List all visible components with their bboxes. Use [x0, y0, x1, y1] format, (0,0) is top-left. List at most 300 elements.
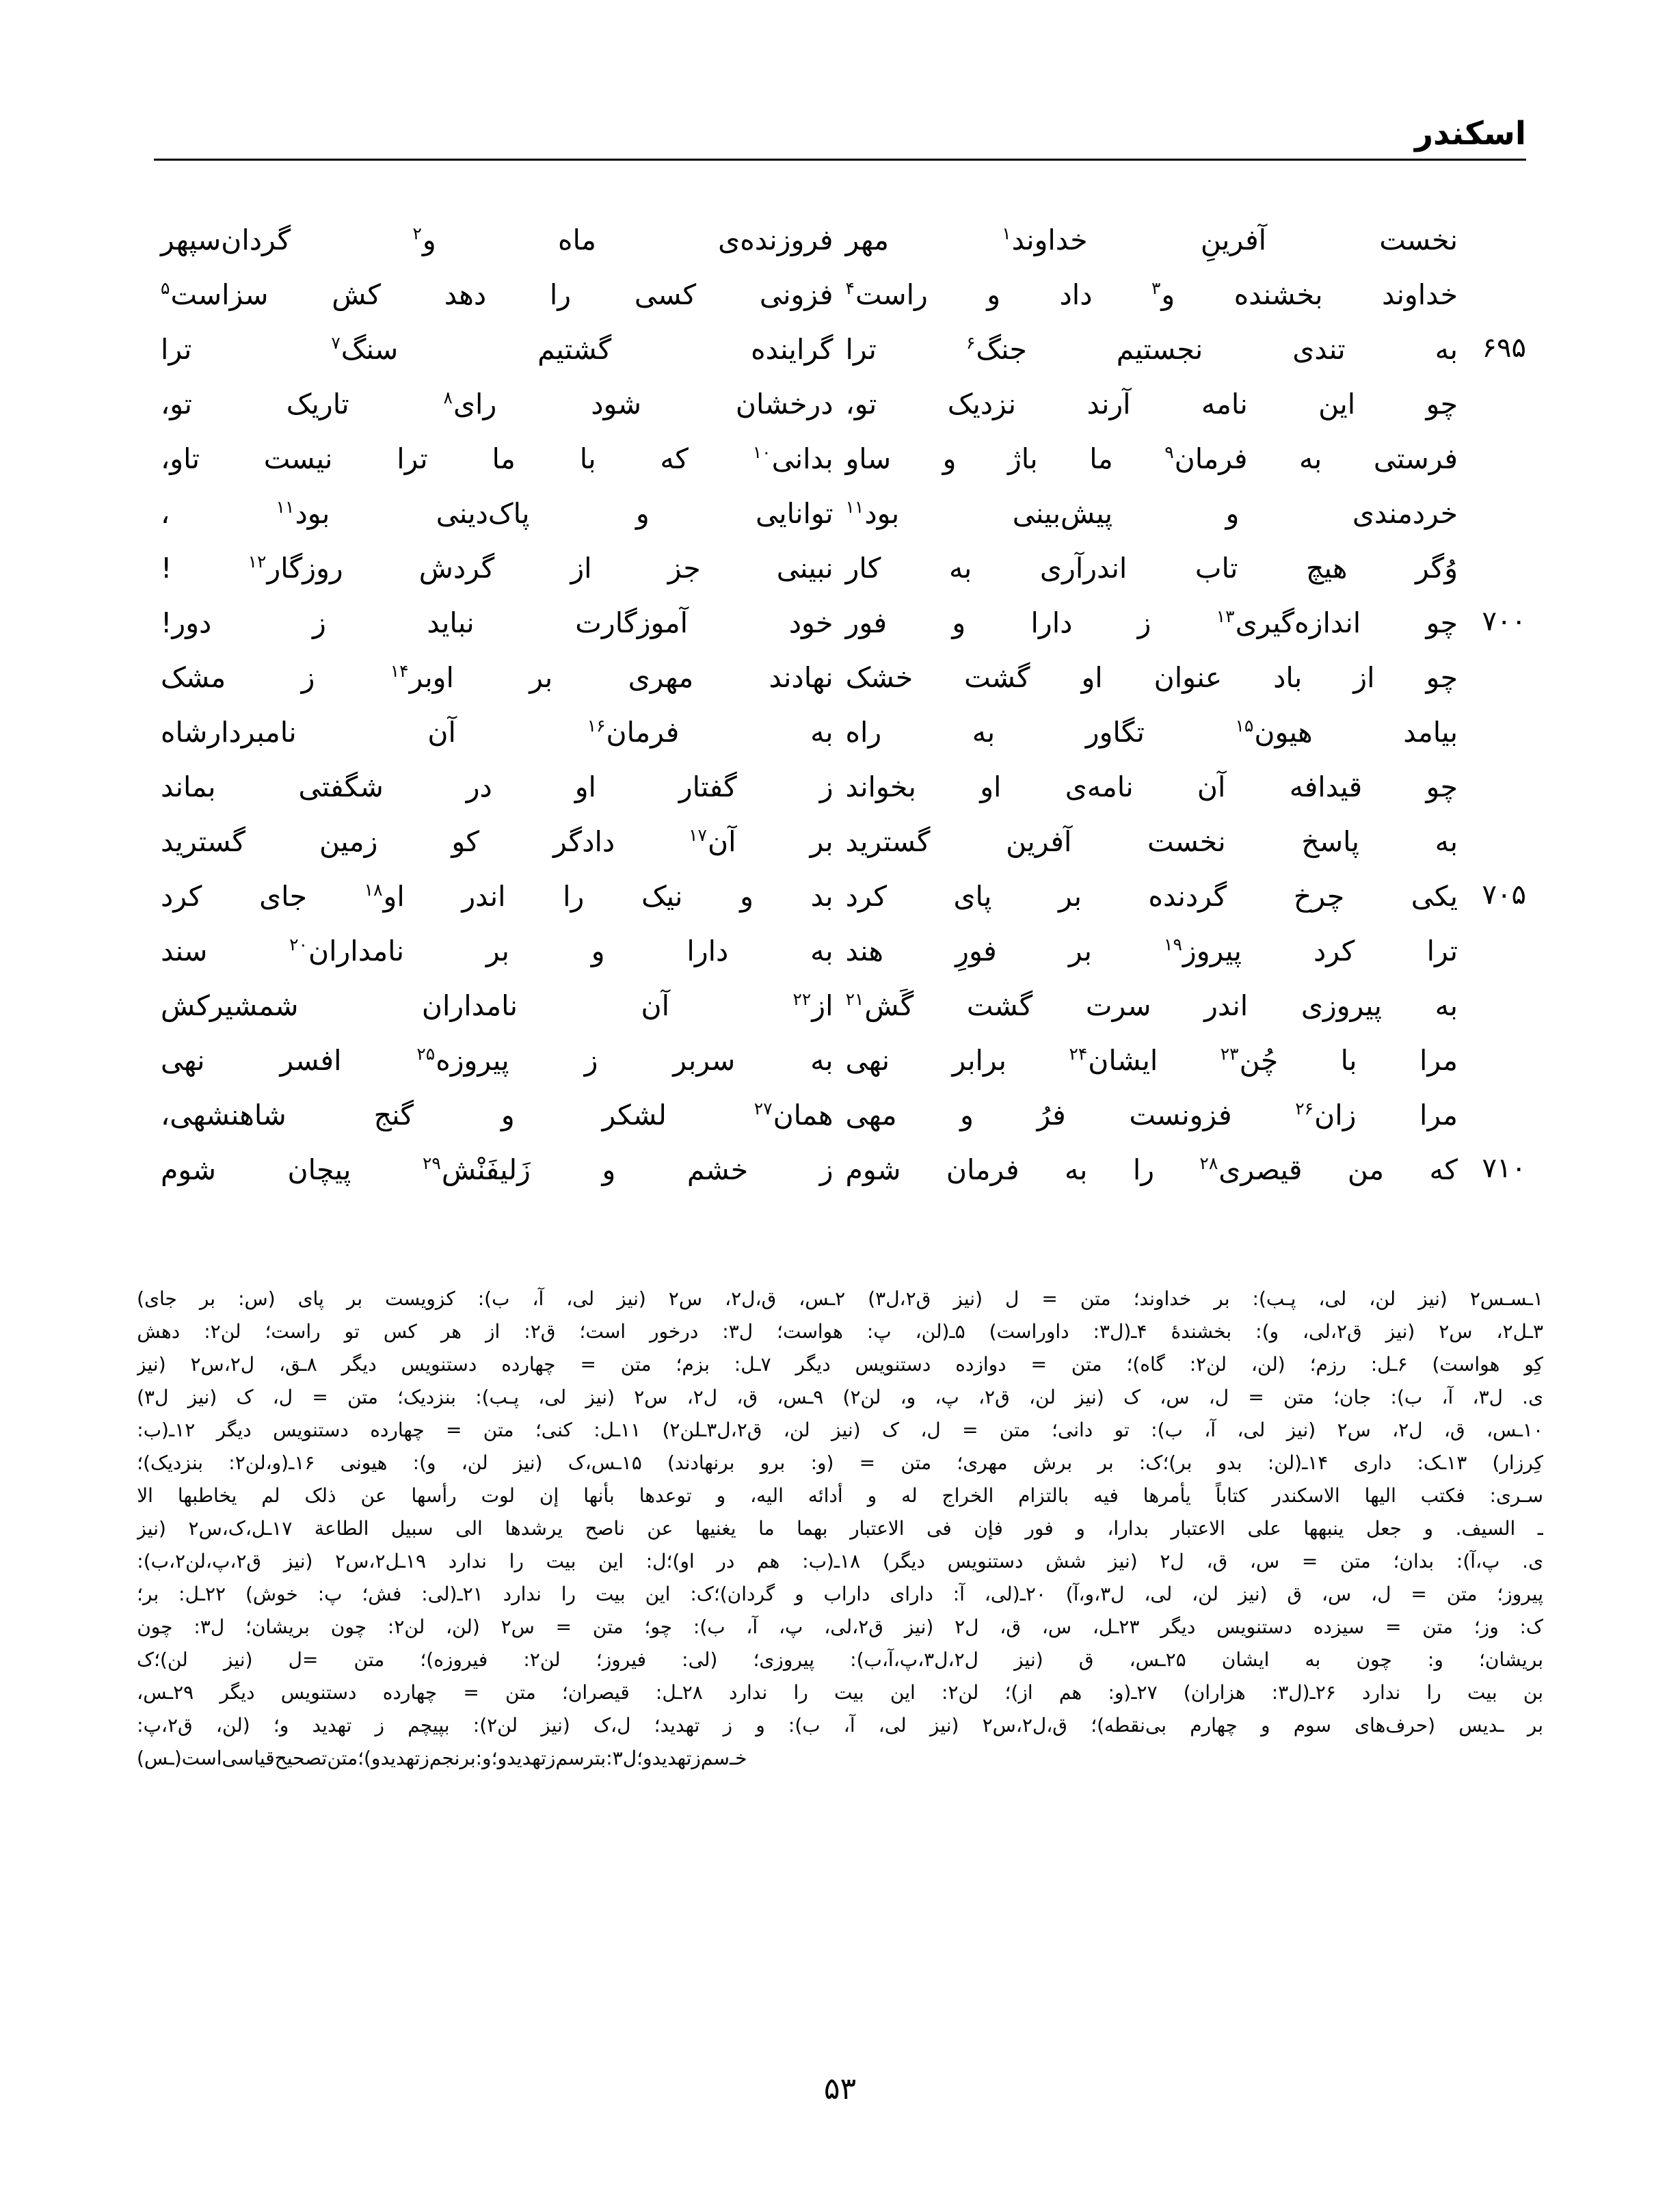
verse-word: فزونست — [1129, 1099, 1232, 1131]
apparatus-token: و — [795, 1583, 804, 1605]
verse-couplet — [154, 602, 1526, 656]
apparatus-token: سوم — [1293, 1714, 1331, 1737]
verse-word: گردنده — [1148, 880, 1227, 913]
hemistich-text — [846, 273, 1458, 317]
apparatus-token: است — [181, 1747, 222, 1769]
apparatus-token: بدان؛ — [1393, 1550, 1435, 1572]
apparatus-token: راست؛ — [265, 1320, 321, 1343]
verse-word: فورِ — [955, 935, 997, 967]
hemistich-right — [840, 820, 1527, 875]
apparatus-token: جان؛ — [1333, 1386, 1372, 1408]
apparatus-token: = — [1030, 1353, 1047, 1376]
apparatus-token: ق،ل۲، — [725, 1287, 777, 1310]
verse-word: او — [574, 770, 596, 803]
apparatus-token: متن — [620, 1353, 652, 1376]
verse-word: خداوند$^۱$ — [1002, 224, 1088, 256]
verse-word: بخواند — [845, 770, 916, 803]
verse-word: ساو — [845, 442, 892, 475]
verse-word: نامه‌ی — [1065, 770, 1134, 803]
verse-word: جنگ$^۶$ — [965, 333, 1027, 366]
footnote-marker: ۲۳ — [1220, 1044, 1239, 1064]
apparatus-token: ندارد — [729, 1681, 768, 1704]
apparatus-line — [137, 1413, 1543, 1446]
apparatus-token: ۱۷ـل،ک،س۲ — [188, 1517, 293, 1540]
apparatus-token: (نیز — [1014, 1648, 1043, 1671]
apparatus-token: بر — [199, 1287, 216, 1310]
apparatus-token: بیت — [1467, 1681, 1497, 1704]
verse-word: کو — [451, 825, 480, 858]
hemistich-text — [161, 328, 834, 372]
apparatus-token: لن، — [1029, 1386, 1056, 1408]
apparatus-token: (نیز — [1286, 1419, 1316, 1441]
verse-word: بیامد — [1403, 716, 1458, 749]
apparatus-token: لی، — [1237, 1419, 1266, 1441]
hemistich-text — [846, 328, 1458, 372]
hemistich-text — [161, 273, 834, 317]
apparatus-token: (نیز — [513, 1451, 543, 1474]
apparatus-token: دانی؛ — [1051, 1419, 1093, 1441]
hemistich-left — [154, 656, 840, 711]
verse-word: زان$^{۲۶}$ — [1295, 1099, 1357, 1131]
hemistich-right — [840, 930, 1527, 984]
verse-word: ز — [312, 606, 326, 639]
verse-word: نامداران — [421, 989, 518, 1022]
verse-word: من — [1347, 1153, 1385, 1186]
apparatus-token: چهارده — [370, 1419, 425, 1441]
apparatus-token: ل۲ — [955, 1616, 979, 1638]
apparatus-token: لن)؛ک — [137, 1648, 188, 1671]
apparatus-token: (نیز — [223, 1648, 253, 1671]
apparatus-token: کِرزار) — [1492, 1451, 1543, 1474]
verse-word: با — [579, 442, 596, 475]
hemistich-left — [154, 438, 840, 492]
apparatus-token: هیونی — [340, 1451, 388, 1474]
apparatus-token: = — [445, 1419, 462, 1441]
apparatus-token: دستنویس — [280, 1681, 357, 1704]
apparatus-token: پیروزی؛ — [753, 1648, 815, 1671]
verse-word: راه — [845, 716, 882, 749]
hemistich-text — [846, 492, 1458, 536]
verse-word: به — [1065, 1153, 1088, 1186]
verse-word: ماه — [557, 224, 596, 256]
verse-word: روزگار$^{۱۲}$ — [248, 552, 343, 585]
footnote-marker: ۱۳ — [1216, 606, 1235, 627]
apparatus-token: تو — [1114, 1419, 1130, 1441]
apparatus-line — [137, 1577, 1543, 1610]
apparatus-token: و — [716, 1484, 726, 1507]
apparatus-token: ی. — [1522, 1386, 1543, 1408]
apparatus-token: ل،ک — [593, 1714, 631, 1737]
verse-word: بود$^{۱۱}$ — [276, 497, 330, 530]
apparatus-token: هواست) — [1432, 1353, 1500, 1376]
verse-word: در — [466, 770, 492, 803]
apparatus-token: بر)؛ک: — [1138, 1451, 1192, 1474]
apparatus-line — [137, 1479, 1543, 1512]
apparatus-token: لن، — [461, 1451, 488, 1474]
verse-couplet — [154, 547, 1526, 602]
apparatus-token: داوراست) — [989, 1320, 1069, 1343]
apparatus-token: متن — [1340, 1550, 1371, 1572]
verse-word: بر — [810, 825, 834, 858]
verse-couplet — [154, 1094, 1526, 1149]
apparatus-token: فیه — [1093, 1484, 1119, 1507]
verse-word: گشت — [964, 661, 1030, 694]
apparatus-token: دیگر — [795, 1353, 831, 1376]
verse-word: دور! — [161, 606, 212, 639]
apparatus-token: ندارد — [1362, 1681, 1401, 1704]
apparatus-token: تهدید — [312, 1714, 352, 1737]
apparatus-token: بزم؛ — [676, 1353, 710, 1376]
hemistich-right — [840, 766, 1527, 820]
hemistich-text — [161, 1039, 834, 1083]
footnote-marker: ۱۲ — [248, 552, 267, 572]
apparatus-token: ل۲،س۲ — [190, 1353, 255, 1376]
verse-word: ما — [1089, 442, 1113, 475]
apparatus-token: متن — [1283, 1386, 1314, 1408]
apparatus-token: ل، — [1208, 1386, 1229, 1408]
footnote-marker: ۴ — [845, 278, 855, 299]
apparatus-token: پیروز؛ — [1497, 1583, 1543, 1605]
verse-word: با — [1340, 1044, 1357, 1077]
verse-word: و — [1225, 497, 1240, 530]
apparatus-token: ۱۲ـ(ب: — [137, 1419, 196, 1441]
verse-word: جز — [667, 552, 701, 585]
apparatus-token: لن۲): — [472, 1714, 518, 1737]
apparatus-token: = — [1041, 1287, 1058, 1310]
verse-word: لشکر — [602, 1099, 667, 1131]
apparatus-token: س، — [1160, 1386, 1190, 1408]
verse-word: او$^{۱۸}$ — [364, 880, 405, 913]
verse-word: بدانی$^{۱۰}$ — [752, 442, 834, 475]
apparatus-token: الاسکندر — [1272, 1484, 1340, 1507]
apparatus-token: آ، — [843, 1714, 855, 1737]
apparatus-token: بن — [1523, 1681, 1543, 1704]
verse-word: سرت — [1085, 989, 1151, 1022]
folio-number: ۵۳ — [823, 2072, 857, 2106]
hemistich-text — [846, 1039, 1458, 1083]
apparatus-token: (و: — [810, 1451, 834, 1474]
apparatus-token: توعدها — [639, 1484, 692, 1507]
verse-word: اندر — [1204, 989, 1249, 1022]
apparatus-token: لی، — [538, 1386, 567, 1408]
apparatus-token: ک — [881, 1419, 900, 1441]
verse-word: که — [660, 442, 689, 475]
verse-word: دارا — [1030, 606, 1073, 639]
apparatus-token: ما — [758, 1517, 775, 1540]
apparatus-token: لی، — [1144, 1583, 1173, 1605]
verse-word: گَش$^{۲۱}$ — [845, 989, 914, 1022]
verse-word: خود — [788, 606, 834, 639]
apparatus-token: چون — [1356, 1648, 1392, 1671]
apparatus-token: = — [962, 1419, 978, 1441]
apparatus-token: ل۳، — [1472, 1386, 1503, 1408]
verse-word: و — [952, 606, 966, 639]
verse-line-number: ۷۰۵ — [1482, 879, 1526, 911]
apparatus-token: گاه)؛ — [1126, 1353, 1165, 1376]
verse-word: شوم — [845, 1153, 901, 1186]
apparatus-token: = — [1411, 1583, 1427, 1605]
verse-word: آن — [427, 716, 456, 749]
verse-word: و — [602, 1153, 616, 1186]
apparatus-token: ز — [546, 1747, 556, 1769]
apparatus-token: (نیز — [541, 1714, 570, 1737]
verse-word: هیچ — [1306, 552, 1348, 585]
apparatus-token: ق — [1287, 1583, 1303, 1605]
verse-word: دادگر — [553, 825, 615, 858]
verse-word: باژ — [1008, 442, 1038, 475]
page-header — [154, 116, 1526, 161]
apparatus-token: ل۳،و،آ) — [1065, 1583, 1125, 1605]
verse-word: مهر — [845, 224, 889, 256]
apparatus-token: متن — [999, 1419, 1030, 1441]
hemistich-text — [846, 1149, 1458, 1192]
apparatus-token: بدارا، — [1107, 1517, 1149, 1540]
verse-word: چو — [1426, 388, 1458, 420]
apparatus-token: بالتزام — [1018, 1484, 1069, 1507]
apparatus-token: (نیز — [283, 1550, 313, 1572]
apparatus-token: پ: — [317, 1583, 343, 1605]
apparatus-token: ق۲،پ: — [137, 1714, 193, 1737]
verse-word: گسترید — [845, 825, 931, 858]
apparatus-token: لن۲: — [523, 1648, 561, 1671]
verse-word: را — [1132, 1153, 1155, 1186]
apparatus-token: ل — [1005, 1287, 1019, 1310]
verse-word: تاو، — [161, 442, 200, 475]
apparatus-token: = — [312, 1386, 328, 1408]
apparatus-token: ز — [691, 1747, 701, 1769]
verse-word: گراینده — [751, 333, 834, 366]
verse-word: بر — [1068, 935, 1092, 967]
apparatus-token: دستنویس — [855, 1353, 931, 1376]
apparatus-line — [137, 1315, 1543, 1348]
verse-word: مرا — [1419, 1099, 1458, 1131]
apparatus-token: بر — [346, 1287, 363, 1310]
apparatus-token: ب): — [788, 1714, 821, 1737]
footnote-marker: ۱۱ — [845, 497, 864, 518]
verse-word: کرد — [1314, 935, 1355, 967]
verse-word: گردان‌سپهر — [161, 224, 291, 256]
verse-word: او — [980, 770, 1002, 803]
hemistich-text — [161, 984, 834, 1028]
verse-word: کش — [332, 278, 381, 311]
apparatus-token: ۱۵ـس،ک — [568, 1451, 642, 1474]
hemistich-text — [846, 656, 1458, 700]
apparatus-token: کزویست — [385, 1287, 455, 1310]
verse-word: شود — [591, 388, 641, 420]
apparatus-token: ز — [375, 1714, 385, 1737]
verse-couplet — [154, 875, 1526, 930]
apparatus-token: س۲ — [668, 1287, 703, 1310]
apparatus-token: ـ — [1537, 1517, 1543, 1540]
verse-couplet — [154, 219, 1526, 273]
hemistich-right — [840, 602, 1527, 656]
apparatus-token: وز؛ — [1474, 1616, 1499, 1638]
apparatus-token: پ،آ): — [1456, 1550, 1500, 1572]
verse-word: گشتیم — [537, 333, 612, 366]
apparatus-token: تصحیح — [274, 1747, 328, 1769]
footnote-marker: ۶ — [965, 333, 976, 353]
apparatus-token: متن — [1071, 1353, 1102, 1376]
verse-word: کسی — [634, 278, 697, 311]
hemistich-text — [846, 711, 1458, 755]
verse-line-number: ۷۰۰ — [1482, 606, 1526, 637]
verse-word: خداوند — [1382, 278, 1458, 311]
apparatus-token: الاعتبار — [1171, 1517, 1225, 1540]
footnote-marker: ۸ — [443, 388, 453, 408]
hemistich-right — [840, 219, 1527, 273]
apparatus-token: کِو — [1524, 1353, 1543, 1376]
verse-word: فور — [845, 606, 888, 639]
apparatus-token: و — [756, 1714, 765, 1737]
verse-word: از — [1353, 661, 1375, 694]
apparatus-token: قیصران؛ — [561, 1681, 630, 1704]
apparatus-token: س۲ — [501, 1616, 535, 1638]
apparatus-token: (لی: — [682, 1648, 718, 1671]
verse-word: او — [1081, 661, 1103, 694]
apparatus-token: الاعتبار — [850, 1517, 905, 1540]
verse-word: بماند — [161, 770, 216, 803]
apparatus-token: از)؛ — [1004, 1681, 1033, 1704]
hemistich-left — [154, 328, 840, 383]
verse-word: فرمان$^۹$ — [1164, 442, 1248, 475]
hemistich-left — [154, 766, 840, 820]
apparatus-token: (نیز — [1418, 1287, 1448, 1310]
hemistich-text — [161, 438, 834, 481]
hemistich-right — [840, 984, 1527, 1039]
verse-word: ترا — [845, 333, 877, 366]
apparatus-line — [137, 1610, 1543, 1643]
apparatus-token: خداوند؛ — [1133, 1287, 1192, 1310]
verse-word: آن — [1197, 770, 1226, 803]
apparatus-token: س۲ — [634, 1386, 668, 1408]
verse-word: چُن$^{۲۳}$ — [1220, 1044, 1279, 1077]
verse-word: اندر — [462, 880, 506, 913]
hemistich-left — [154, 875, 840, 930]
apparatus-token: داری — [1353, 1451, 1392, 1474]
verse-word: نباید — [427, 606, 475, 639]
verse-word: نزدیک — [947, 388, 1017, 420]
apparatus-token: = — [1385, 1616, 1402, 1638]
apparatus-token: ۷ـل: — [734, 1353, 771, 1376]
verse-word: نیک — [641, 880, 683, 913]
verse-word: کار — [845, 552, 881, 585]
apparatus-token: دیگر — [216, 1419, 252, 1441]
apparatus-token: این — [598, 1550, 624, 1572]
apparatus-token: (نیز — [187, 1386, 217, 1408]
apparatus-token: ۱۱ـل: — [594, 1419, 641, 1441]
apparatus-token: س۲ — [1439, 1320, 1473, 1343]
verse-word: پیروز$^{۱۹}$ — [1164, 935, 1242, 967]
apparatus-token: ل، — [272, 1386, 293, 1408]
apparatus-token: لم — [261, 1484, 280, 1507]
apparatus-token: کنی؛ — [535, 1419, 572, 1441]
verse-word: به — [972, 716, 996, 749]
verse-word: دهد — [444, 278, 487, 311]
apparatus-token: را — [561, 1583, 576, 1605]
verse-word: پای — [953, 880, 992, 913]
apparatus-token: سم — [700, 1747, 730, 1769]
verse-couplet — [154, 492, 1526, 547]
verse-word: شاهنشهی، — [161, 1099, 286, 1131]
hemistich-left — [154, 492, 840, 547]
verse-word: به — [810, 935, 834, 967]
verse-word: آفرینِ — [1200, 224, 1267, 256]
apparatus-token: س‍ـری: — [1489, 1484, 1543, 1507]
hemistich-left — [154, 602, 840, 656]
verse-word: ز — [1137, 606, 1151, 639]
verse-word: و — [591, 935, 605, 967]
hemistich-text — [846, 766, 1458, 809]
apparatus-token: س۲ — [1337, 1419, 1371, 1441]
verse-word: به — [810, 716, 834, 749]
hemistich-right — [840, 1149, 1527, 1203]
verse-word: آموزگارت — [575, 606, 689, 639]
apparatus-token: ۱۶ـ(و،لن۲: — [228, 1451, 315, 1474]
verse-word: و$^۳$ — [1151, 278, 1175, 311]
verse-word: بر — [529, 661, 553, 694]
apparatus-token: داراب — [823, 1583, 870, 1605]
apparatus-token: پ، — [935, 1386, 959, 1408]
apparatus-token: بیت — [595, 1583, 626, 1605]
footnote-marker: ۵ — [161, 278, 170, 299]
footnote-marker: ۲۷ — [754, 1099, 773, 1119]
apparatus-line — [137, 1741, 1543, 1774]
footnote-marker: ۱۰ — [752, 442, 771, 463]
apparatus-line — [137, 1512, 1543, 1544]
hemistich-text — [161, 383, 834, 427]
apparatus-token: بر — [1214, 1287, 1230, 1310]
apparatus-token: (نیز — [831, 1419, 861, 1441]
footnote-marker: ۲۱ — [845, 989, 864, 1010]
hemistich-right — [840, 492, 1527, 547]
hemistich-left — [154, 219, 840, 273]
apparatus-token: له — [901, 1484, 918, 1507]
apparatus-token: (نیز — [953, 1287, 983, 1310]
apparatus-token: برنهادند) — [667, 1451, 735, 1474]
apparatus-token: ل۳: — [722, 1320, 754, 1343]
apparatus-token: و): — [1255, 1320, 1279, 1343]
apparatus-token: ق، — [736, 1386, 758, 1408]
hemistich-text — [161, 1094, 834, 1138]
apparatus-token: شش — [1045, 1550, 1086, 1572]
apparatus-token: (لن، — [1251, 1353, 1285, 1376]
apparatus-token: ل، — [1371, 1583, 1391, 1605]
apparatus-token: س، — [1249, 1550, 1280, 1572]
apparatus-token: بر؛ — [137, 1583, 159, 1605]
apparatus-token: چون — [330, 1616, 367, 1638]
apparatus-token: آ: — [952, 1583, 965, 1605]
apparatus-token: بنزدیک)؛ — [137, 1451, 204, 1474]
verse-word: به — [1435, 333, 1458, 366]
verse-word: و — [740, 880, 754, 913]
apparatus-token: بر — [1097, 1451, 1114, 1474]
apparatus-token: متن — [354, 1648, 385, 1671]
apparatus-token: و؛ — [637, 1747, 652, 1769]
verse-word: مشک — [161, 661, 226, 694]
verse-word: درخشان — [735, 388, 834, 420]
verse-word: هیون$^{۱۵}$ — [1235, 716, 1313, 749]
hemistich-left — [154, 1039, 840, 1094]
hemistich-left — [154, 1094, 840, 1149]
apparatus-token: جعل — [1365, 1517, 1402, 1540]
apparatus-token: و — [1424, 1517, 1434, 1540]
verse-body — [154, 219, 1526, 1244]
hemistich-right — [840, 438, 1527, 492]
footnote-marker: ۱۵ — [1235, 716, 1254, 736]
apparatus-token: ـ‍دیس — [1458, 1714, 1504, 1737]
apparatus-token: سیزده — [1313, 1616, 1365, 1638]
verse-word: بر — [1058, 880, 1082, 913]
